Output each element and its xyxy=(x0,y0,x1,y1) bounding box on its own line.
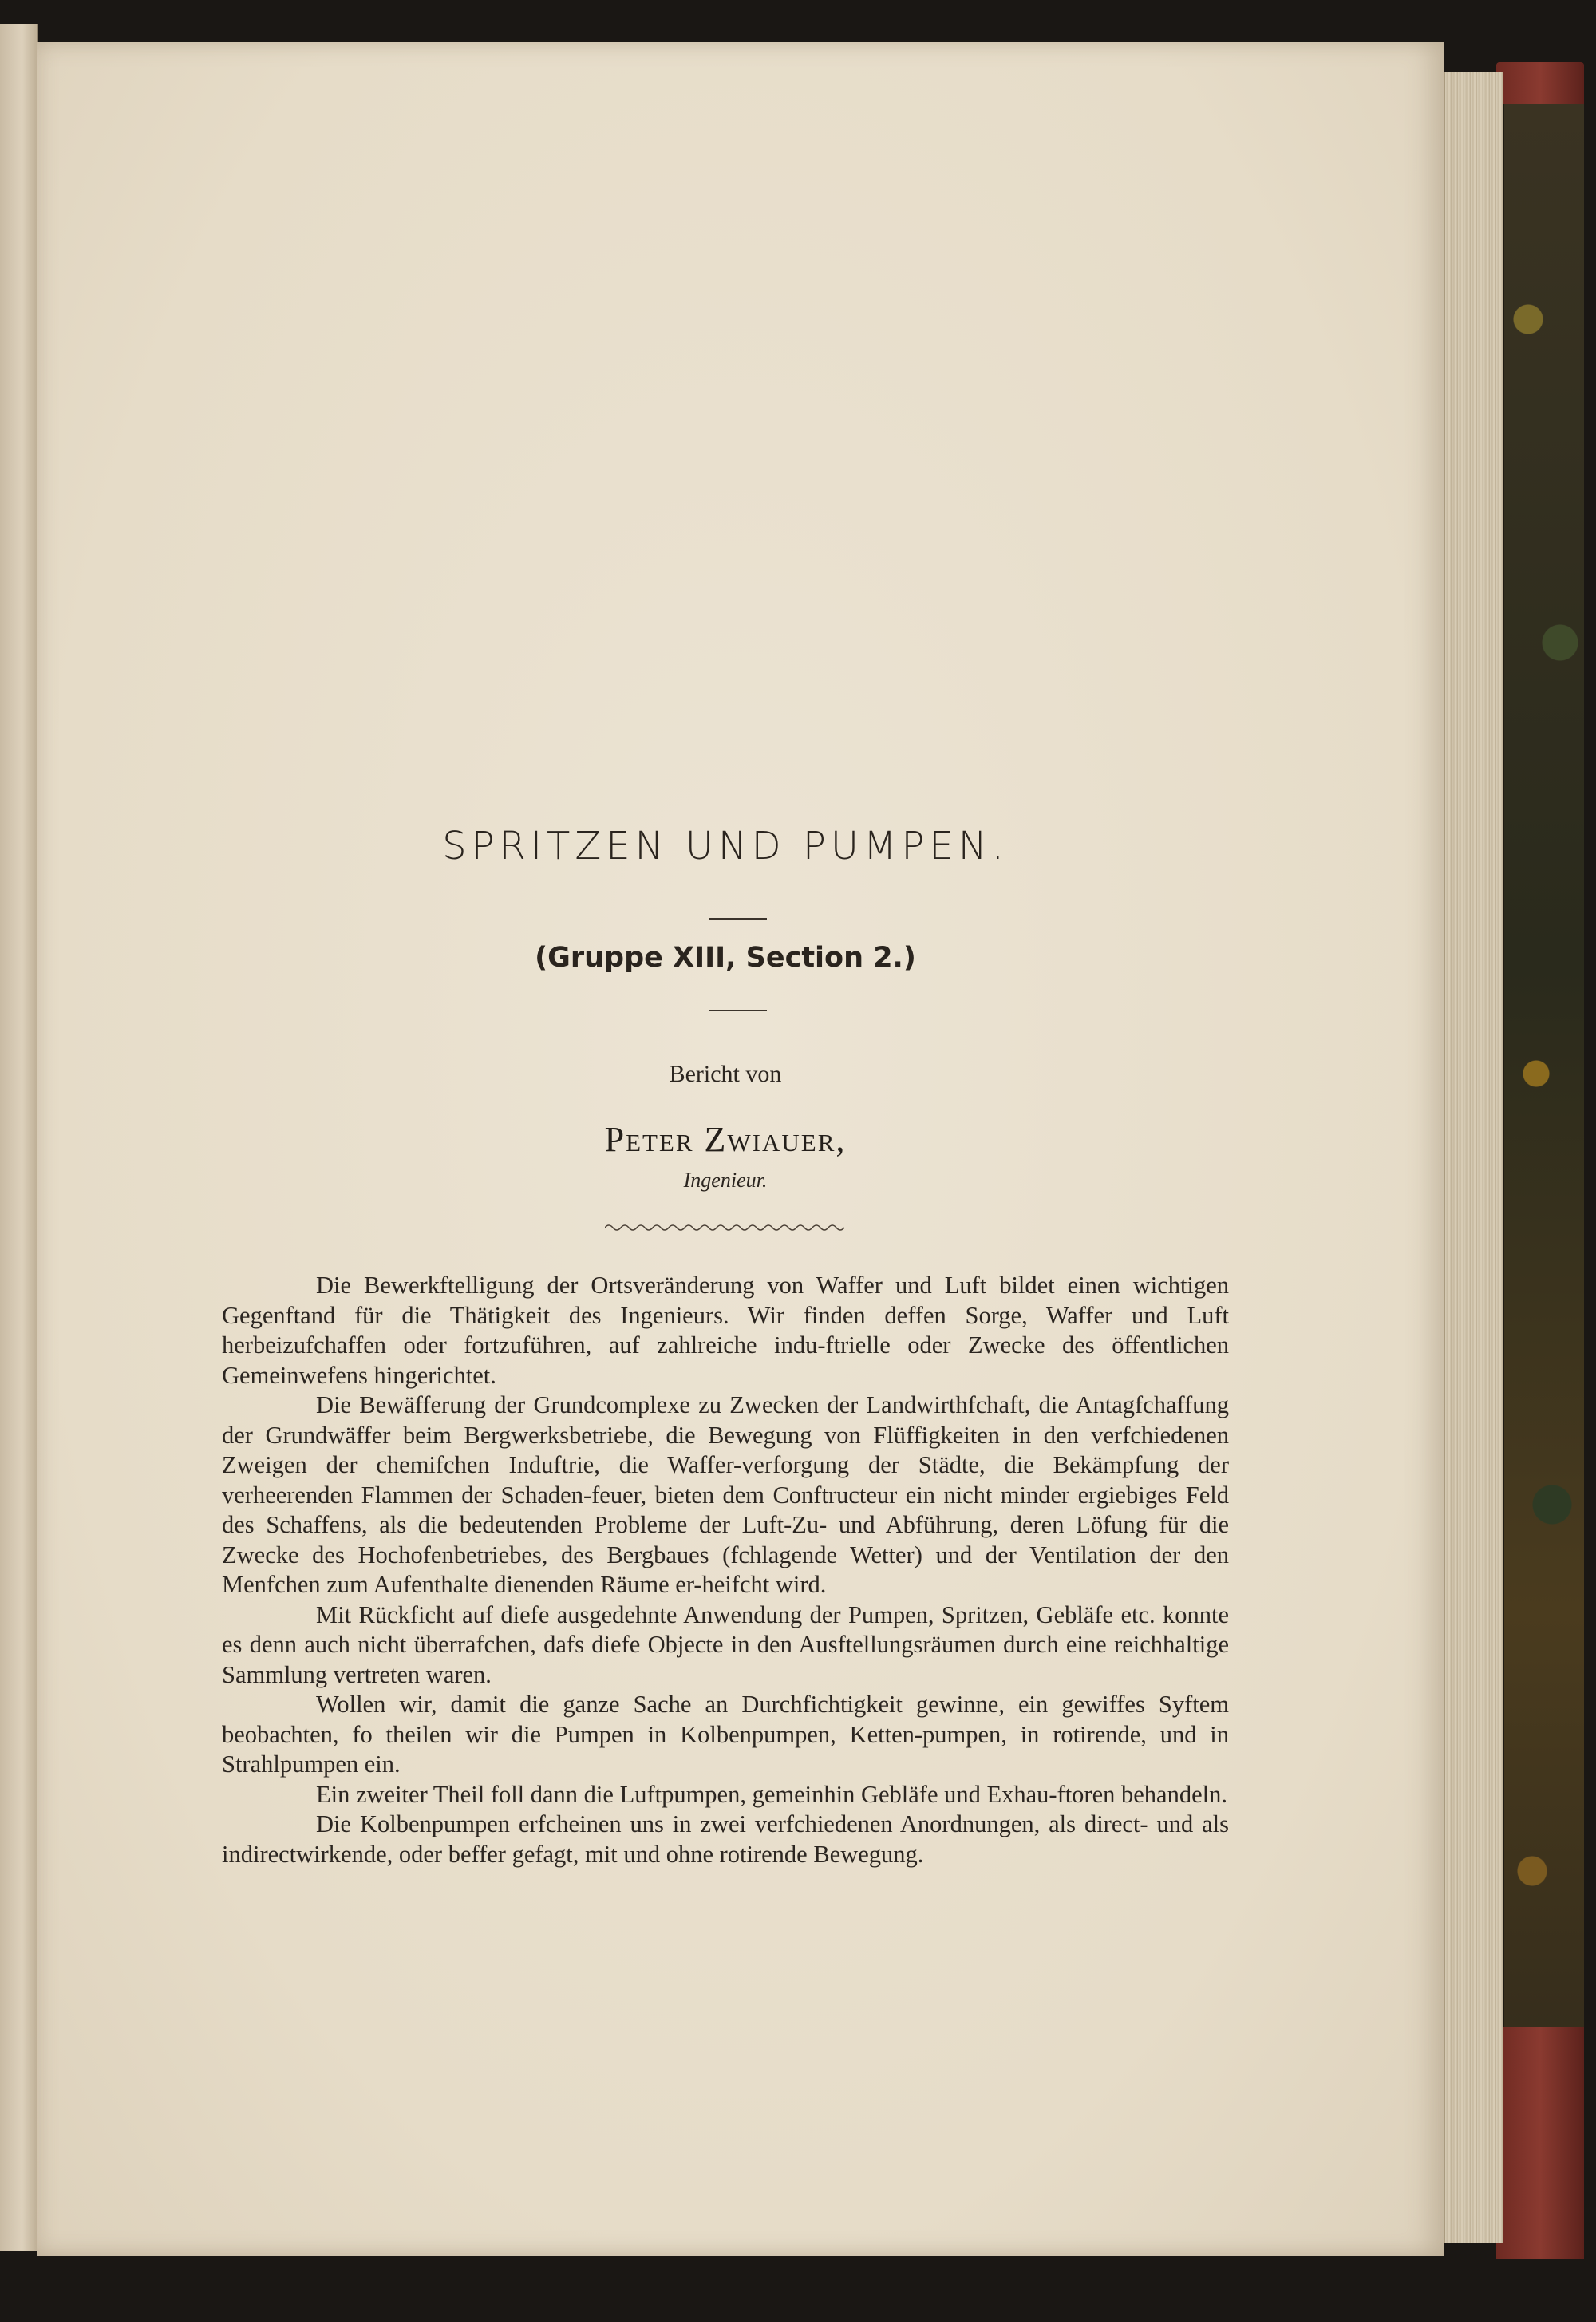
book-spine-bottom xyxy=(1496,2027,1584,2259)
chapter-subtitle: (Gruppe XIII, Section 2.) xyxy=(535,942,916,974)
author-role: Ingenieur. xyxy=(683,1169,768,1192)
marbled-board-cover xyxy=(1502,104,1584,2259)
chapter-title: SPRITZEN UND PUMPEN. xyxy=(442,824,1009,868)
body-text xyxy=(222,1271,1229,1869)
author-name: Peter Zwiauer, xyxy=(604,1120,847,1159)
paragraph: Die Bewerkftelligung der Ortsveränderung von Waffer und Luft bildet einen wichtigen Gegenftand für die Thätigkeit des Ingenieurs. Wir finden deffen Sorge, Waffer und Luft herbeizufchaffen oder fortzuführen, auf zahlreiche indu-ftrielle oder Zwecke des öffentlichen Gemeinwefens hingerichtet. xyxy=(222,1272,1229,1389)
ornamental-squiggle xyxy=(605,1221,844,1234)
page-fore-edge xyxy=(1444,72,1503,2243)
subtitle-divider xyxy=(709,1010,767,1011)
paragraph: Die Kolbenpumpen erfcheinen uns in zwei verfchiedenen Anordnungen, als direct- und als indirectwirkende, oder beffer gefagt, mit und ohne rotirende Bewegung. xyxy=(222,1810,1229,1868)
book-page xyxy=(37,42,1444,2256)
paragraph: Ein zweiter Theil foll dann die Luftpumpen, gemeinhin Gebläfe und Exhau-ftoren behandeln. xyxy=(316,1780,1227,1808)
left-page-edge xyxy=(0,24,38,2251)
paragraph: Wollen wir, damit die ganze Sache an Durchfichtigkeit gewinne, ein gewiffes Syftem beobachten, fo theilen wir die Pumpen in Kolbenpumpen, Ketten-pumpen, in rotirende, und in Strahlpumpen ein. xyxy=(222,1691,1229,1778)
paragraph: Die Bewäfferung der Grundcomplexe zu Zwecken der Landwirthfchaft, die Antagfchaffung der Grundwäffer beim Bergwerksbetriebe, die Bewegung von Flüffigkeiten in den verfchiedenen Zweigen der chemifchen Induftrie, die Waffer-verforgung der Städte, die Bekämpfung der verheerenden Flammen der Schaden-feuer, bieten dem Conftructeur ein nicht minder ergiebiges Feld des Schaffens, als die bedeutenden Probleme der Luft-Zu- und Abführung, deren Löfung für die Zwecke des Hochofenbetriebes, des Bergbaues (fchlagende Wetter) und der Ventilation der den Menfchen zum Aufenthalte dienenden Räume er-heifcht wird. xyxy=(222,1391,1229,1598)
title-divider xyxy=(709,918,767,920)
paragraph: Mit Rückficht auf diefe ausgedehnte Anwendung der Pumpen, Spritzen, Gebläfe etc. konnte es denn auch nicht überrafchen, dafs diefe Objecte in den Ausftellungsräumen durch eine reichhaltige Sammlung vertreten waren. xyxy=(222,1600,1229,1688)
report-by-label: Bericht von xyxy=(669,1061,782,1087)
